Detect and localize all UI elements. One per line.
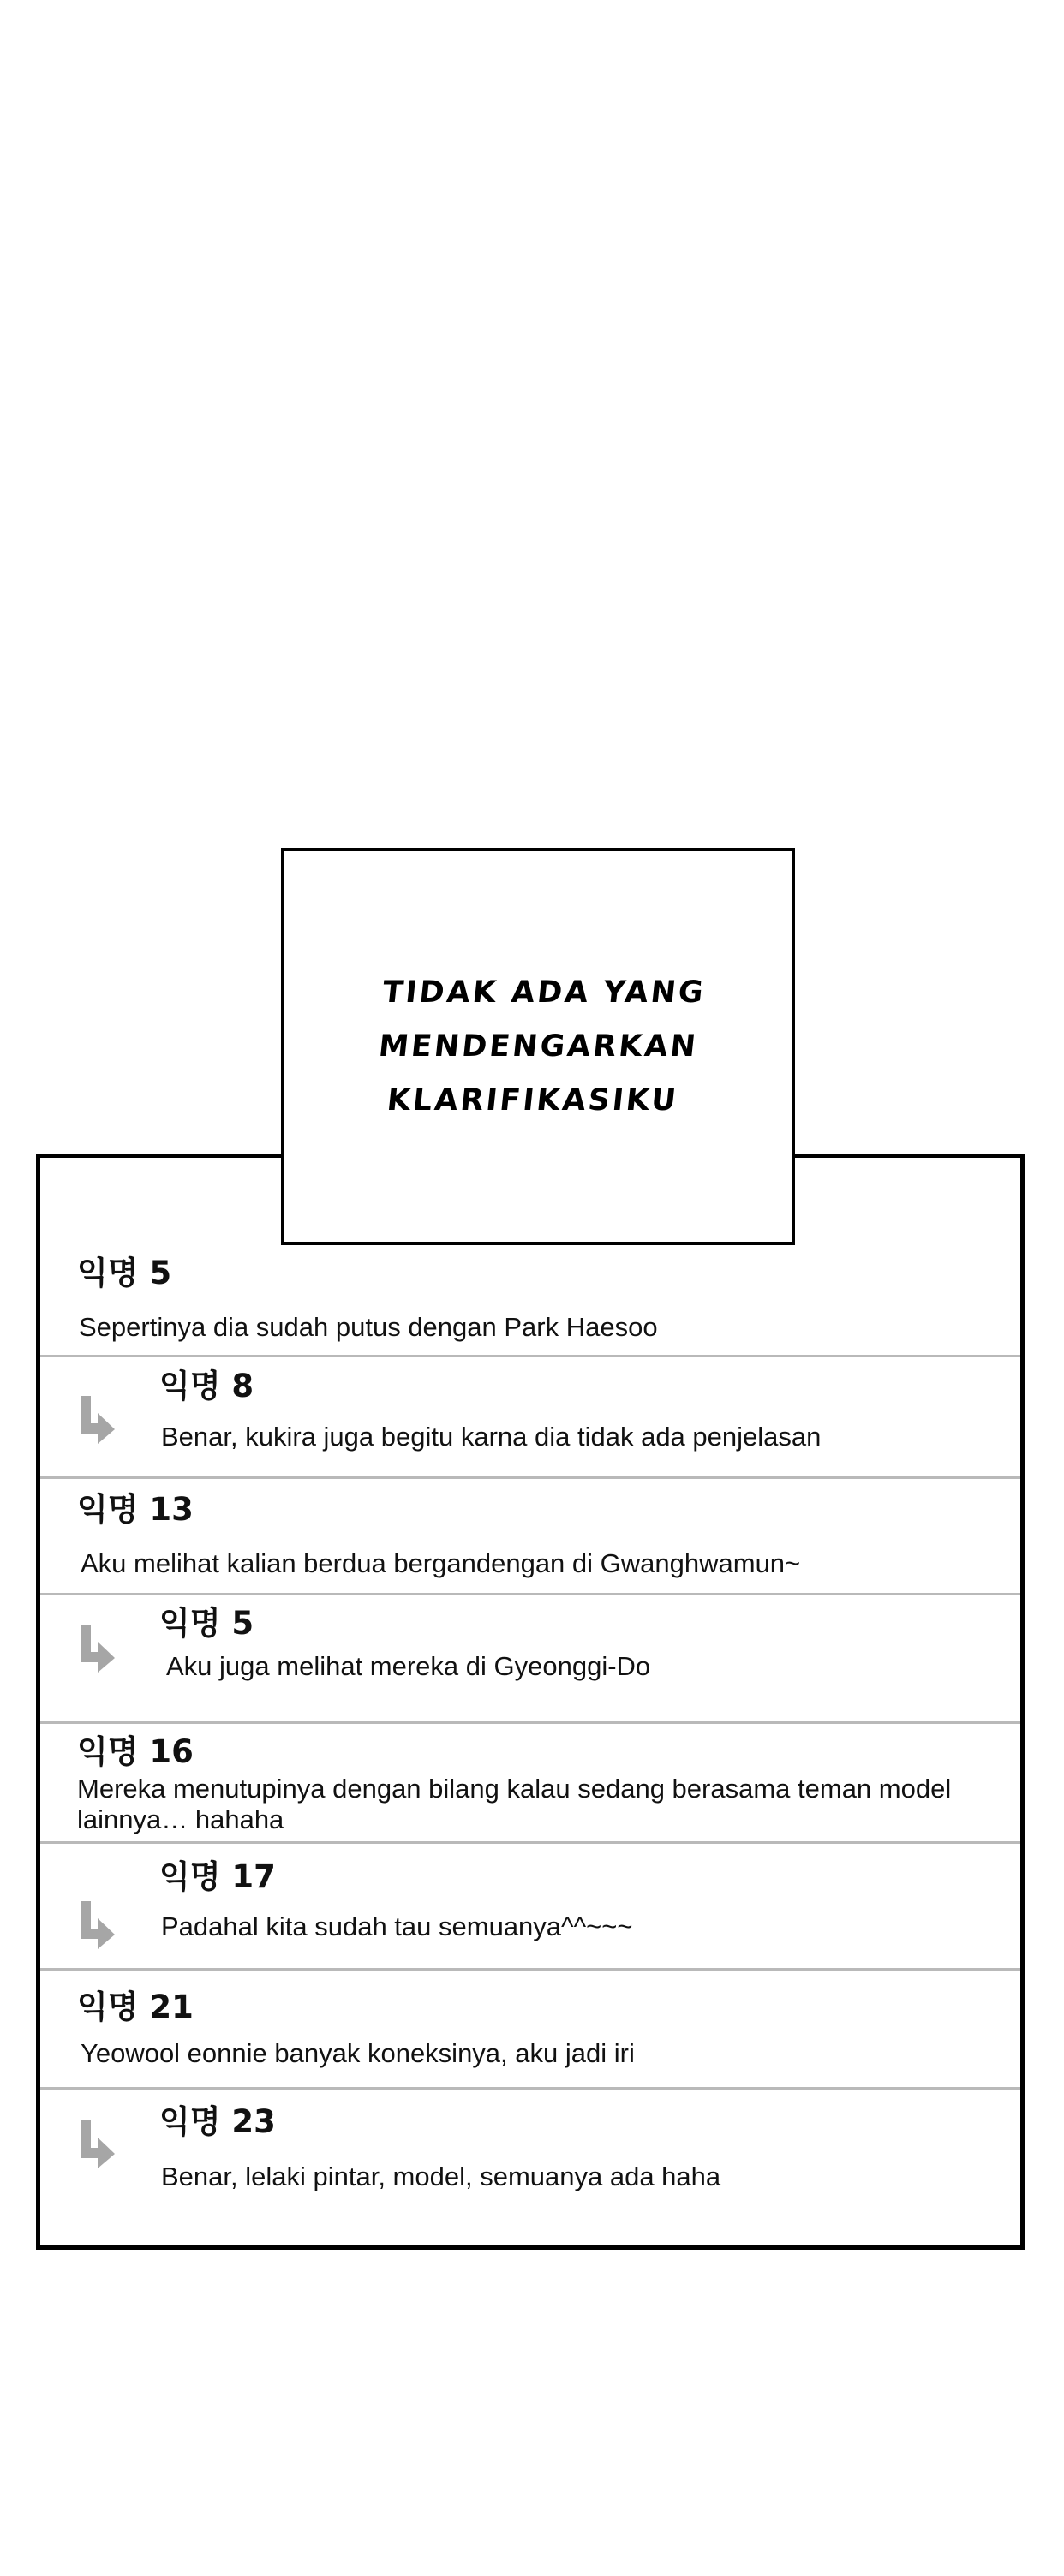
comment-divider [40,1593,1020,1595]
reply-arrow-icon [77,2119,117,2168]
comment-author: 익명 16 [77,1733,194,1770]
caption-line-1: TIDAK ADA YANG [380,975,708,1010]
comment-author: 익명 17 [159,1858,276,1895]
comment-author: 익명 23 [159,2103,276,2140]
comment-divider [40,1968,1020,1971]
comment-author: 익명 13 [77,1491,194,1528]
reply-arrow-icon [77,1623,117,1673]
comment-divider [40,1355,1020,1357]
comment-text: Yeowool eonnie banyak koneksinya, aku jadi iri [81,2038,635,2068]
comment-author: 익명 5 [77,1255,172,1291]
comment-divider [40,1721,1020,1724]
caption-line-3: KLARIFIKASIKU [385,1082,680,1118]
comment-author: 익명 5 [159,1605,254,1642]
comment-author: 익명 8 [159,1368,254,1404]
caption-text [368,966,708,1128]
comment-text: Padahal kita sudah tau semuanya^^~~~ [161,1911,633,1941]
reply-arrow-icon [77,1899,117,1949]
comment-text: Aku melihat kalian berdua bergandengan di Gwanghwamun~ [81,1548,801,1578]
comment-text: Sepertinya dia sudah putus dengan Park Haesoo [79,1312,658,1342]
caption-line-2: MENDENGARKAN [376,1029,700,1064]
comment-author: 익명 21 [77,1989,194,2025]
comment-text: Benar, kukira juga begitu karna dia tidak ada penjelasan [161,1422,822,1452]
comment-divider [40,1476,1020,1479]
comment-text: Mereka menutupinya dengan bilang kalau sedang berasama teman model lainnya… hahaha [77,1774,952,1834]
caption-box [281,848,795,1245]
reply-arrow-icon [77,1394,117,1444]
comment-divider [40,2087,1020,2090]
comment-text: Aku juga melihat mereka di Gyeonggi-Do [166,1651,651,1681]
comment-text: Benar, lelaki pintar, model, semuanya ada haha [161,2162,721,2191]
comment-divider [40,1841,1020,1844]
